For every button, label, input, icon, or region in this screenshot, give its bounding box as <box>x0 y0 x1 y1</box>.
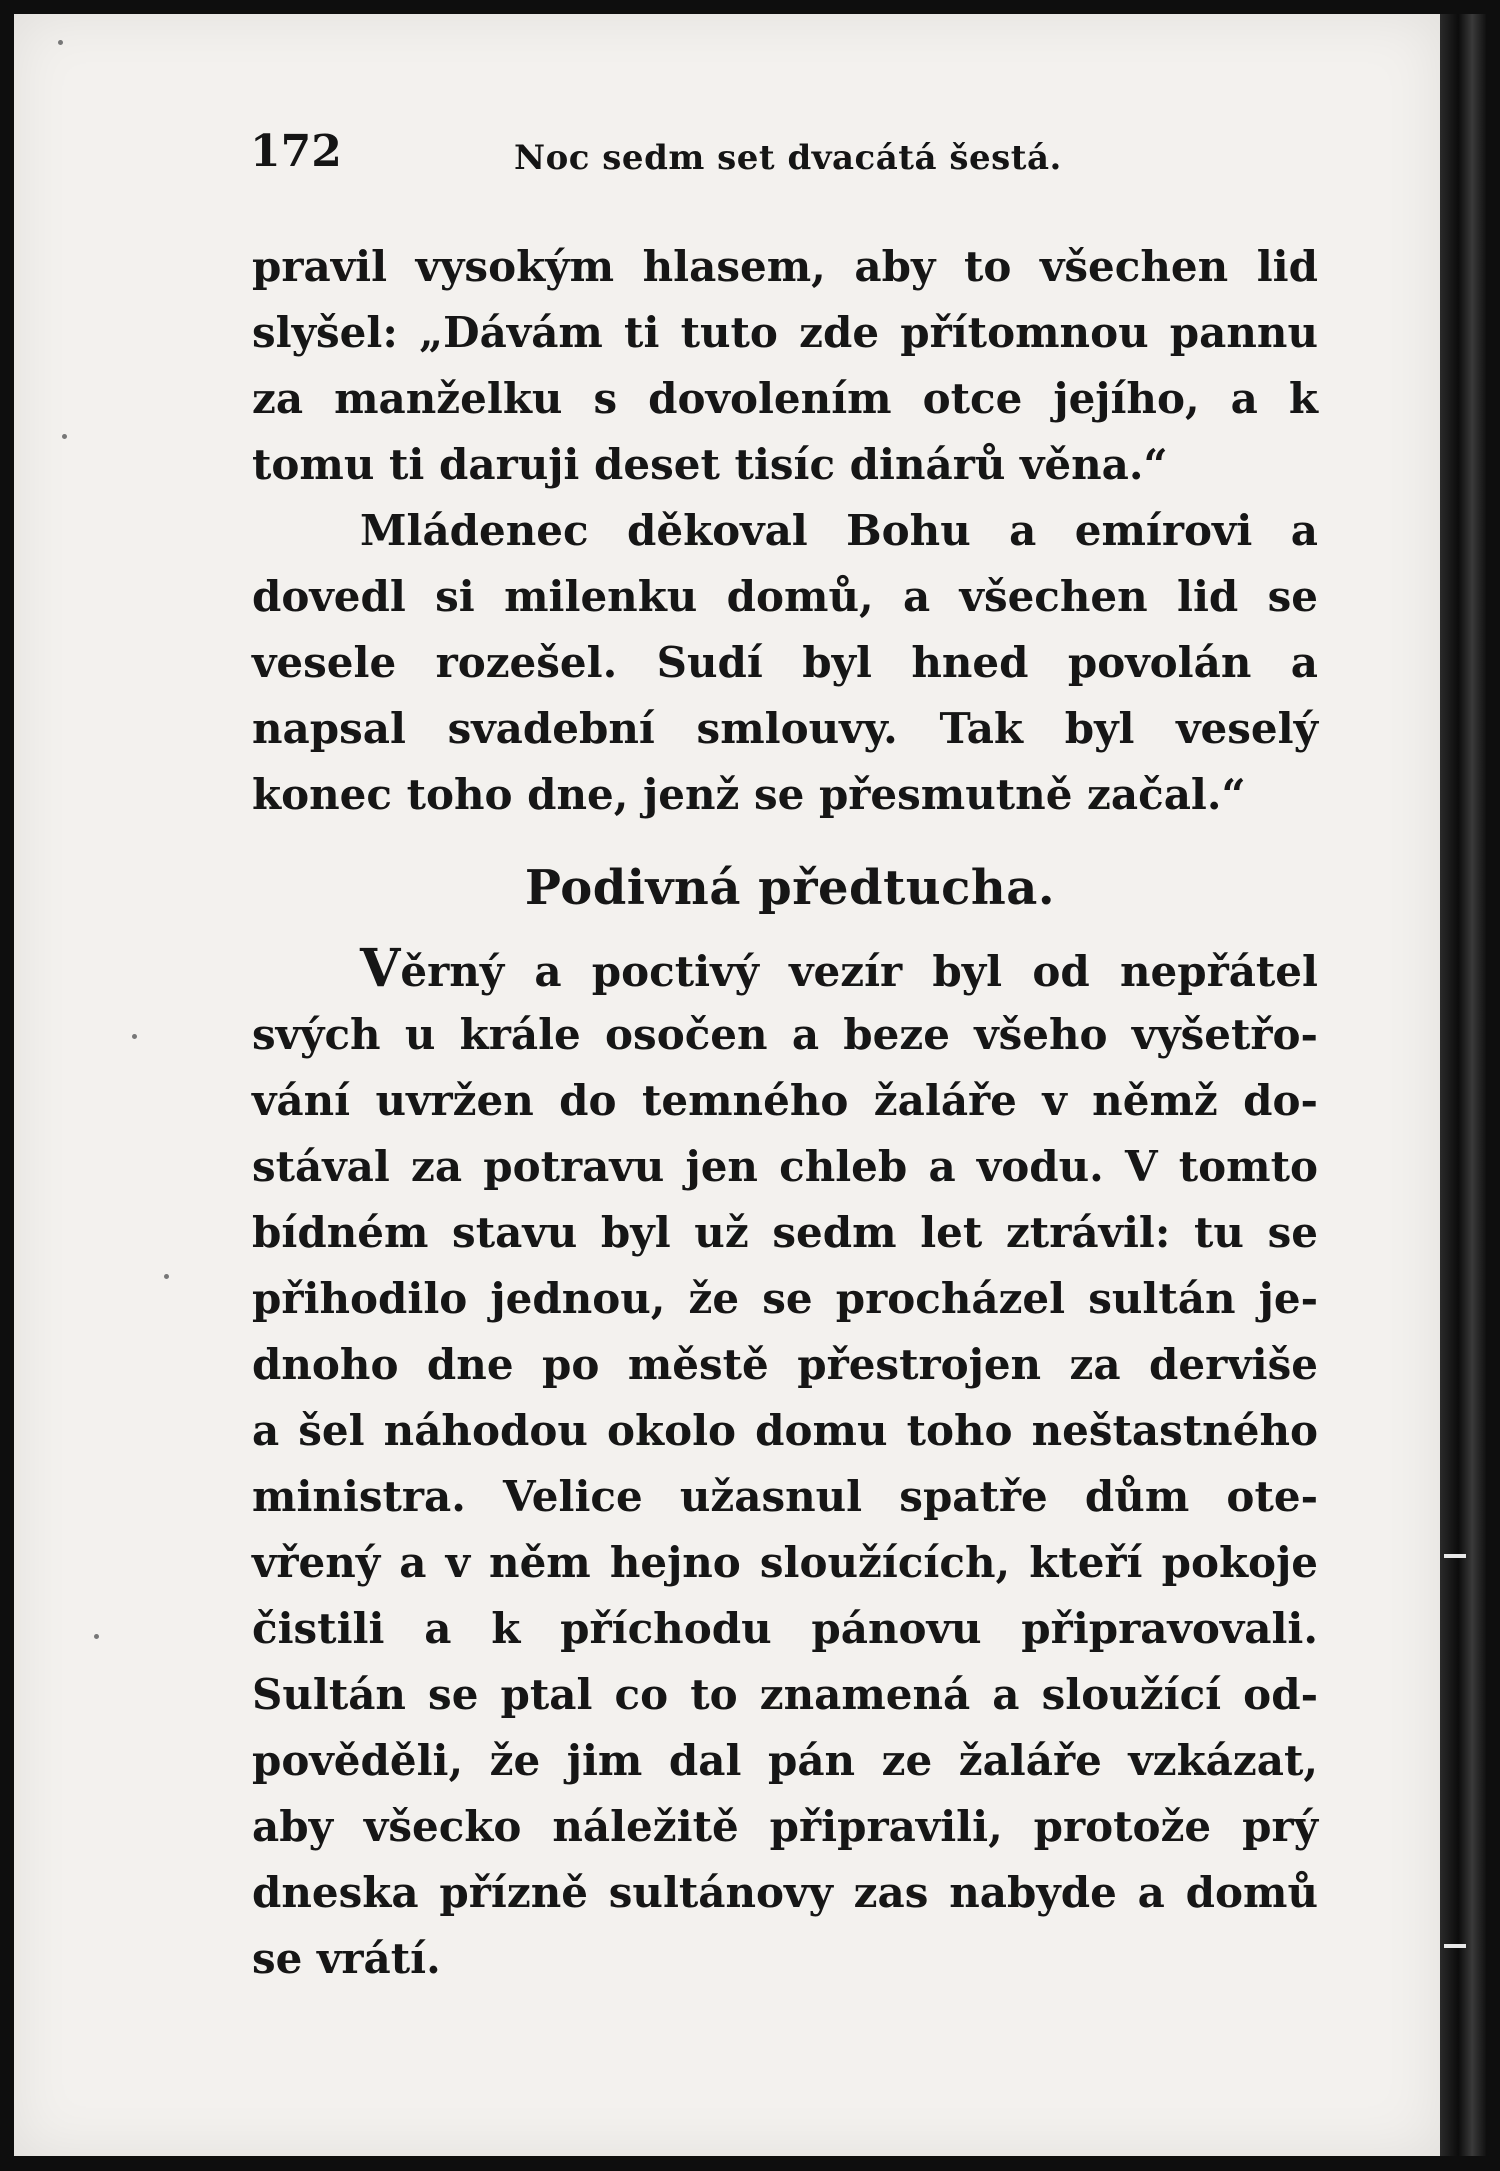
text-line: Sultán se ptal co to znamená a sloužící od- <box>252 1670 1318 1719</box>
text-line: stával za potravu jen chleb a vodu. V tomto <box>252 1142 1318 1191</box>
edge-mark <box>1444 1944 1466 1948</box>
text-line: napsal svadební smlouvy. Tak byl veselý <box>252 704 1318 753</box>
text-line: pravil vysokým hlasem, aby to všechen lid <box>252 242 1318 291</box>
paper-speck <box>94 1634 99 1639</box>
text-line: tomu ti daruji deset tisíc dinárů věna.“ <box>252 440 1168 489</box>
text-line: přihodilo jednou, že se procházel sultán je- <box>252 1274 1318 1323</box>
drop-cap: V <box>360 938 401 999</box>
paragraph-3 <box>252 936 1318 1992</box>
text-line: vání uvržen do temného žaláře v němž do- <box>252 1076 1318 1125</box>
text-line: Mládenec děkoval Bohu a emírovi a <box>360 506 1318 555</box>
paragraph-1 <box>252 234 1318 498</box>
paper-speck <box>164 1274 169 1279</box>
paper-speck <box>62 434 67 439</box>
running-head: Noc sedm set dvacátá šestá. <box>514 138 1062 178</box>
book-binding-edge <box>1440 14 1486 2156</box>
text-line: čistili a k příchodu pánovu připravovali. <box>252 1604 1318 1653</box>
text-line: konec toho dne, jenž se přesmutně začal.“ <box>252 770 1246 819</box>
paper-speck <box>58 40 63 45</box>
text-line: ěrný a poctivý vezír byl od nepřátel <box>400 947 1318 996</box>
page-number: 172 <box>250 126 342 177</box>
text-line: se vrátí. <box>252 1934 441 1983</box>
text-line: dovedl si milenku domů, a všechen lid se <box>252 572 1318 621</box>
text-line: ministra. Velice užasnul spatře dům ote- <box>252 1472 1318 1521</box>
text-line: vřený a v něm hejno sloužících, kteří pokoje <box>252 1538 1318 1587</box>
text-line: svých u krále osočen a beze všeho vyšetřo- <box>252 1010 1318 1059</box>
edge-mark <box>1444 1554 1466 1558</box>
text-line: slyšel: „Dávám ti tuto zde přítomnou pannu <box>252 308 1318 357</box>
text-line-with-dropcap <box>252 936 1318 1002</box>
text-line: aby všecko náležitě připravili, protože prý <box>252 1802 1318 1851</box>
text-line: vesele rozešel. Sudí byl hned povolán a <box>252 638 1318 687</box>
section-heading: Podivná předtucha. <box>524 860 1056 916</box>
paper-speck <box>132 1034 137 1039</box>
paragraph-2 <box>252 498 1318 828</box>
page-body <box>252 234 1318 1992</box>
text-line: a šel náhodou okolo domu toho neštastného <box>252 1406 1318 1455</box>
text-line: dnoho dne po městě přestrojen za derviše <box>252 1340 1318 1389</box>
text-line: pověděli, že jim dal pán ze žaláře vzkázat, <box>252 1736 1318 1785</box>
text-line: dneska přízně sultánovy zas nabyde a domů <box>252 1868 1318 1917</box>
text-line: bídném stavu byl už sedm let ztrávil: tu se <box>252 1208 1318 1257</box>
text-line: za manželku s dovolením otce jejího, a k <box>252 374 1318 423</box>
